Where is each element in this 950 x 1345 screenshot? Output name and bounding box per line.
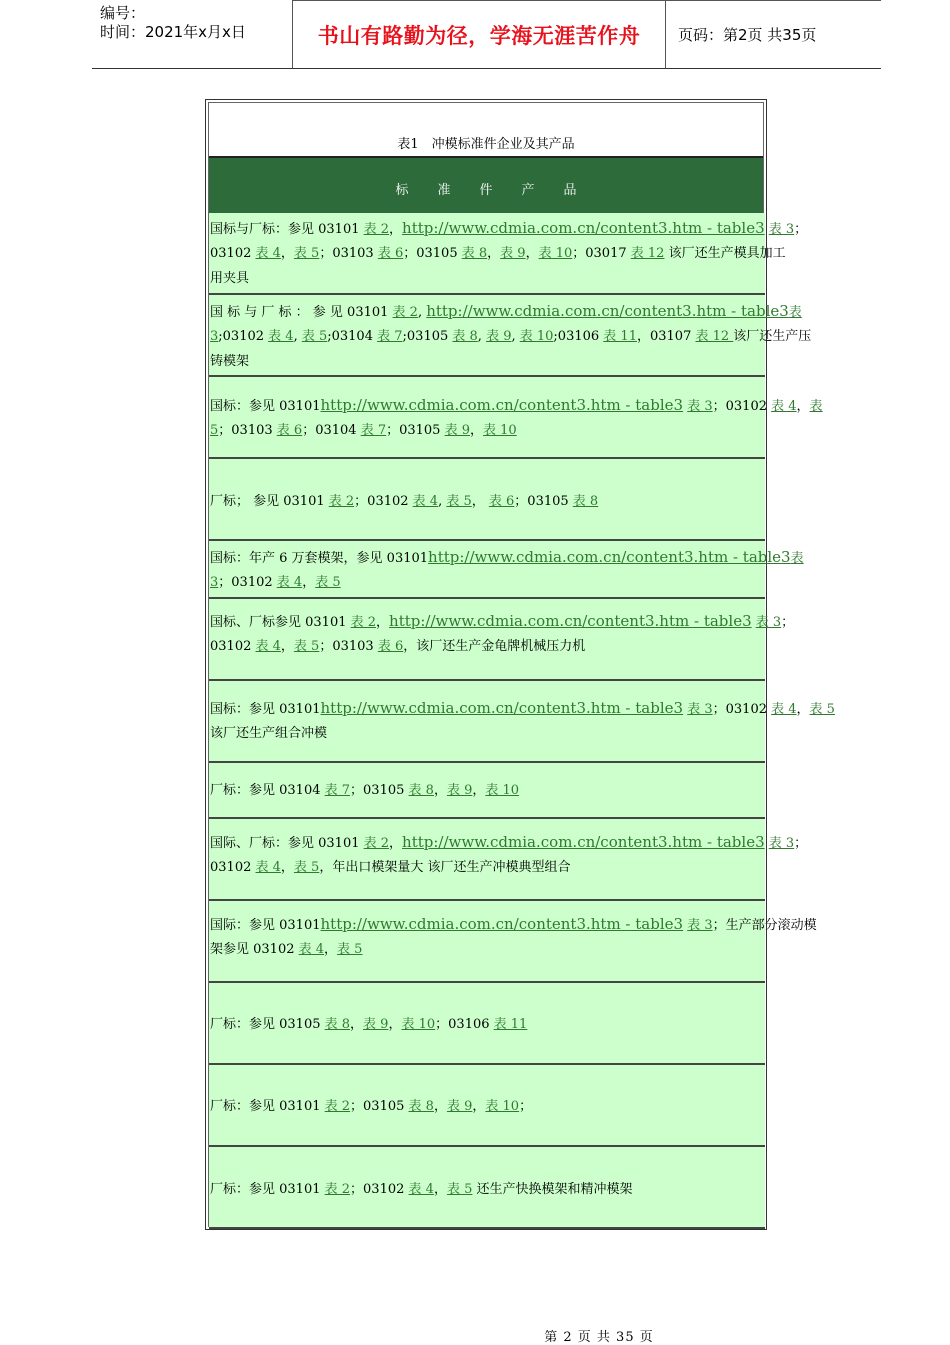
row-text-line: [210, 299, 802, 324]
table-ref-link[interactable]: 表 3: [768, 836, 795, 851]
row-text-segment: ，: [280, 639, 294, 654]
row-text-segment: 国际：参见 03101: [210, 918, 321, 933]
table-ref-link[interactable]: 表 7: [377, 329, 403, 344]
row-text-segment: ；03105: [386, 423, 445, 438]
row-text: [210, 696, 835, 746]
row-text: [210, 1177, 790, 1202]
table-row: [209, 819, 808, 901]
row-text-line: [210, 609, 795, 634]
row-text-segment: ,: [417, 305, 427, 320]
row-text-segment: ，: [471, 494, 489, 509]
table-ref-link[interactable]: 表 2: [324, 1182, 351, 1197]
row-text-segment: ;03102: [218, 329, 269, 344]
row-text-segment: ；03103: [218, 423, 277, 438]
row-text-segment: 国际、厂标：参见 03101: [210, 836, 364, 851]
table-ref-link[interactable]: 表 3: [755, 615, 782, 630]
row-text-line: [210, 721, 790, 746]
table-ref-link[interactable]: 表 10: [485, 783, 520, 798]
table-caption: 表1 冲模标准件企业及其产品: [397, 137, 575, 152]
table-ref-link[interactable]: 表 3: [768, 222, 795, 237]
table-row: [209, 681, 835, 763]
table-ref-link[interactable]: 表 8: [324, 1017, 351, 1032]
row-text-segment: ，: [324, 942, 338, 957]
table-header-label: 标准件产品: [395, 183, 606, 198]
row-text-line: [210, 937, 790, 962]
table-ref-link[interactable]: 表 8: [461, 246, 488, 261]
row-text: [210, 830, 808, 880]
row-text-line: [210, 1012, 790, 1037]
row-text-segment: ,: [511, 329, 520, 344]
table-ref-link[interactable]: 表 5: [446, 494, 472, 509]
row-text: [210, 778, 790, 803]
url-link[interactable]: http://www.cdmia.com.cn/content3.htm - table3: [389, 612, 752, 630]
row-text-segment: ；生产部分滚动模: [712, 918, 817, 933]
row-text-segment: ；03102: [354, 494, 413, 509]
row-text: [210, 545, 804, 595]
url-link[interactable]: http://www.cdmia.com.cn/content3.htm - table3: [426, 302, 789, 320]
row-text-line: [210, 1177, 790, 1202]
table-ref-link[interactable]: 表 3: [687, 918, 713, 933]
row-text-segment: ；03103: [319, 639, 378, 654]
header-page-cell: [666, 0, 881, 68]
table-row: [209, 763, 765, 819]
row-text-segment: 厂标：参见 03101: [210, 1099, 325, 1114]
row-text-line: [210, 696, 835, 721]
row-text-segment: 该厂还生产模具加工: [664, 246, 786, 261]
table-ref-link[interactable]: 表 5: [293, 639, 320, 654]
table-ref-link[interactable]: 表 4: [255, 246, 281, 261]
product-table: [205, 99, 835, 1230]
table-row: [209, 377, 823, 459]
row-text: [210, 299, 812, 374]
row-text: [210, 609, 795, 659]
row-text-segment: ；03102: [218, 575, 277, 590]
row-text-line: [210, 349, 790, 374]
table-ref-link[interactable]: 表 9: [363, 1017, 389, 1032]
table-ref-link[interactable]: 表 6: [276, 423, 303, 438]
header-meta: [92, 0, 292, 68]
table-ref-link[interactable]: 表 4: [276, 575, 303, 590]
row-text-segment: ，: [433, 783, 447, 798]
url-link[interactable]: http://www.cdmia.com.cn/content3.htm - table3: [402, 219, 765, 237]
table-ref-link[interactable]: 表 2: [324, 1099, 351, 1114]
row-text-line: [210, 545, 804, 570]
row-text-segment: ;03105: [402, 329, 453, 344]
row-text-segment: ，: [796, 399, 810, 414]
row-text-segment: ，: [389, 222, 403, 237]
table-row: [209, 295, 812, 377]
row-text-segment: ;03104: [327, 329, 378, 344]
table-ref-link[interactable]: 表 10: [483, 423, 517, 438]
row-text-segment: ，: [388, 1017, 402, 1032]
row-text-segment: ；03105: [514, 494, 573, 509]
row-text-segment: ，: [350, 1017, 364, 1032]
row-text-segment: ；03102: [350, 1182, 409, 1197]
row-text: [210, 489, 790, 514]
url-link[interactable]: http://www.cdmia.com.cn/content3.htm - table3: [320, 396, 684, 414]
row-text-line: [210, 830, 808, 855]
table-row: [209, 459, 765, 541]
table-ref-link[interactable]: 表 9: [446, 1099, 473, 1114]
table-ref-link[interactable]: 表 8: [452, 329, 478, 344]
table-ref-link[interactable]: 表 4: [771, 399, 797, 414]
table-ref-link[interactable]: 表 12: [630, 246, 665, 261]
table-row: [209, 1065, 765, 1147]
table-ref-link[interactable]: 5: [210, 423, 219, 438]
url-link[interactable]: http://www.cdmia.com.cn/content3.htm - table3: [320, 915, 684, 933]
row-text-segment: 厂标：参见 03101: [210, 1182, 325, 1197]
table-ref-link[interactable]: 表 11: [603, 329, 637, 344]
row-text-segment: 该厂还生产压: [733, 329, 812, 344]
row-text-segment: ，: [389, 836, 403, 851]
table-ref-link[interactable]: 表: [809, 399, 823, 414]
table-ref-link[interactable]: 表 9: [486, 329, 512, 344]
row-text-segment: 用夹具: [210, 271, 250, 286]
table-ref-link[interactable]: 表 5: [301, 329, 328, 344]
serial-label: 编号：: [100, 4, 146, 22]
table-ref-link[interactable]: 表 4: [771, 702, 797, 717]
row-text-line: [210, 778, 790, 803]
row-text-segment: 架参见 03102: [210, 942, 299, 957]
row-text: [210, 393, 823, 443]
table-row: [209, 1147, 765, 1229]
table-ref-link[interactable]: 表 7: [324, 783, 351, 798]
page-label: 页码：第2页 共35页: [678, 26, 817, 44]
row-text-segment: 03102: [210, 246, 256, 261]
row-text-segment: ；: [519, 1099, 533, 1114]
table-ref-link[interactable]: 表 3: [687, 399, 713, 414]
row-text-segment: ，: [525, 246, 539, 261]
table-ref-link[interactable]: 表 5: [293, 860, 320, 875]
row-text-segment: ，: [472, 1099, 486, 1114]
table-inner-frame: [208, 102, 835, 1227]
header-motto-cell: [292, 0, 666, 68]
table-ref-link[interactable]: 表 4: [268, 329, 294, 344]
table-ref-link[interactable]: 表 4: [255, 639, 281, 654]
table-ref-link[interactable]: 表 8: [572, 494, 599, 509]
table-ref-link[interactable]: 表 5: [293, 246, 320, 261]
table-ref-link[interactable]: 表 9: [446, 783, 473, 798]
row-text-segment: ，: [280, 246, 294, 261]
row-text-segment: ，: [302, 575, 316, 590]
row-text-segment: ，: [472, 783, 486, 798]
table-ref-link[interactable]: 表 6: [488, 494, 515, 509]
row-text-segment: 铸模架: [210, 354, 250, 369]
row-text-segment: ；03017: [572, 246, 631, 261]
row-text-segment: ,: [438, 494, 447, 509]
row-text-segment: 还生产快换模架和精冲模架: [472, 1182, 633, 1197]
table-row: [209, 541, 804, 599]
row-text-segment: ；03104: [302, 423, 361, 438]
table-ref-link[interactable]: 表: [790, 551, 804, 566]
row-text-segment: ，: [487, 246, 501, 261]
table-row: [209, 599, 795, 681]
table-ref-link[interactable]: 表 2: [392, 305, 418, 320]
footer-page-number: 第 2 页 共 35 页: [544, 1330, 654, 1345]
row-text-line: [210, 1094, 790, 1119]
motto-text: 书山有路勤为径，学海无涯苦作舟: [317, 24, 641, 48]
table-ref-link[interactable]: 3: [210, 329, 219, 344]
page-header: [92, 0, 881, 69]
row-text-line: [210, 216, 808, 241]
row-text-segment: ,: [477, 329, 487, 344]
row-text-segment: 厂标：参见 03105: [210, 1017, 325, 1032]
row-text-line: [210, 634, 790, 659]
table-ref-link[interactable]: 表 10: [519, 329, 554, 344]
row-text: [210, 1012, 790, 1037]
row-text-segment: ；03105: [403, 246, 462, 261]
row-text-segment: 厂标； 参见 03101: [210, 494, 329, 509]
table-ref-link[interactable]: 表 12: [695, 329, 734, 344]
url-link[interactable]: http://www.cdmia.com.cn/content3.htm - table3: [428, 548, 791, 566]
row-text-segment: ，: [796, 702, 810, 717]
row-text-segment: 国标、厂标参见 03101: [210, 615, 351, 630]
table-ref-link[interactable]: 表: [788, 305, 802, 320]
table-ref-link[interactable]: 表 2: [363, 222, 390, 237]
row-text-segment: 该厂还生产组合冲模: [210, 726, 328, 741]
table-ref-link[interactable]: 表 2: [350, 615, 377, 630]
table-ref-link[interactable]: 表 5: [446, 1182, 473, 1197]
row-text-line: [210, 324, 812, 349]
table-header-band: [209, 156, 763, 215]
row-text: [210, 1094, 790, 1119]
row-text-segment: ，: [280, 860, 294, 875]
table-ref-link[interactable]: 表 6: [377, 639, 404, 654]
row-text-segment: ，03107: [636, 329, 696, 344]
row-text-segment: 国标：年产 6 万套模架，参见 03101: [210, 551, 429, 566]
table-ref-link[interactable]: 表 4: [255, 860, 281, 875]
table-ref-link[interactable]: 表 8: [408, 783, 434, 798]
row-text: [210, 216, 808, 291]
table-ref-link[interactable]: 表 5: [809, 702, 835, 717]
row-text-segment: ，: [433, 1182, 447, 1197]
table-ref-link[interactable]: 表 2: [328, 494, 355, 509]
row-text-line: [210, 418, 790, 443]
table-ref-link[interactable]: 表 10: [538, 246, 573, 261]
table-ref-link[interactable]: 表 6: [377, 246, 404, 261]
row-text-line: [210, 912, 817, 937]
row-text-segment: ；: [794, 222, 808, 237]
row-text-line: [210, 489, 790, 514]
url-link[interactable]: http://www.cdmia.com.cn/content3.htm - table3: [320, 699, 684, 717]
table-ref-link[interactable]: 表 11: [493, 1017, 528, 1032]
row-text-segment: ，: [433, 1099, 447, 1114]
page-footer: [0, 1326, 950, 1345]
row-text-segment: ，: [376, 615, 390, 630]
table-ref-link[interactable]: 表 7: [360, 423, 387, 438]
row-text-segment: ;03106: [553, 329, 604, 344]
row-text-segment: ；03103: [319, 246, 378, 261]
row-text-segment: 国标：参见 03101: [210, 702, 321, 717]
row-text-segment: ；03102: [712, 702, 772, 717]
row-text-line: [210, 241, 790, 266]
row-text-line: [210, 266, 790, 291]
table-ref-link[interactable]: 表 3: [687, 702, 713, 717]
row-text-segment: 国标：参见 03101: [210, 399, 321, 414]
table-ref-link[interactable]: 表 4: [408, 1182, 434, 1197]
table-ref-link[interactable]: 表 4: [298, 942, 325, 957]
table-ref-link[interactable]: 表 5: [337, 942, 363, 957]
row-text-segment: ；: [781, 615, 795, 630]
table-ref-link[interactable]: 表 4: [412, 494, 439, 509]
table-ref-link[interactable]: 表 10: [485, 1099, 520, 1114]
row-text-segment: ,: [293, 329, 302, 344]
row-text-segment: 国标与厂标：参见 03101: [210, 222, 364, 237]
row-text-segment: 03102: [210, 860, 256, 875]
row-text-segment: ；: [794, 836, 808, 851]
table-ref-link[interactable]: 表 9: [500, 246, 526, 261]
row-text-segment: ；03106: [435, 1017, 494, 1032]
time-label: 时间：2021年x月x日: [100, 23, 246, 41]
row-text-segment: ，年出口模架量大 该厂还生产冲模典型组合: [319, 860, 571, 875]
row-text-segment: ；03105: [350, 1099, 409, 1114]
row-text-segment: 03102: [210, 639, 256, 654]
row-text: [210, 912, 817, 962]
row-text-segment: ；03105: [350, 783, 409, 798]
table-ref-link[interactable]: 表 2: [363, 836, 390, 851]
row-text-line: [210, 393, 823, 418]
row-text-segment: ，: [470, 423, 484, 438]
row-text-segment: ，该厂还生产金龟牌机械压力机: [403, 639, 586, 654]
table-ref-link[interactable]: 表 5: [315, 575, 341, 590]
table-ref-link[interactable]: 表 9: [444, 423, 470, 438]
table-ref-link[interactable]: 3: [210, 575, 219, 590]
table-row: [209, 901, 817, 983]
row-text-segment: 国 标 与 厂 标 ： 参 见 03101: [210, 305, 393, 320]
row-text-segment: 厂标：参见 03104: [210, 783, 325, 798]
row-text-line: [210, 855, 790, 880]
table-ref-link[interactable]: 表 10: [401, 1017, 436, 1032]
table-ref-link[interactable]: 表 8: [408, 1099, 434, 1114]
row-text-segment: ；03102: [712, 399, 772, 414]
url-link[interactable]: http://www.cdmia.com.cn/content3.htm - table3: [402, 833, 765, 851]
table-row: [209, 213, 808, 295]
row-text-line: [210, 570, 790, 595]
table-row: [209, 983, 765, 1065]
